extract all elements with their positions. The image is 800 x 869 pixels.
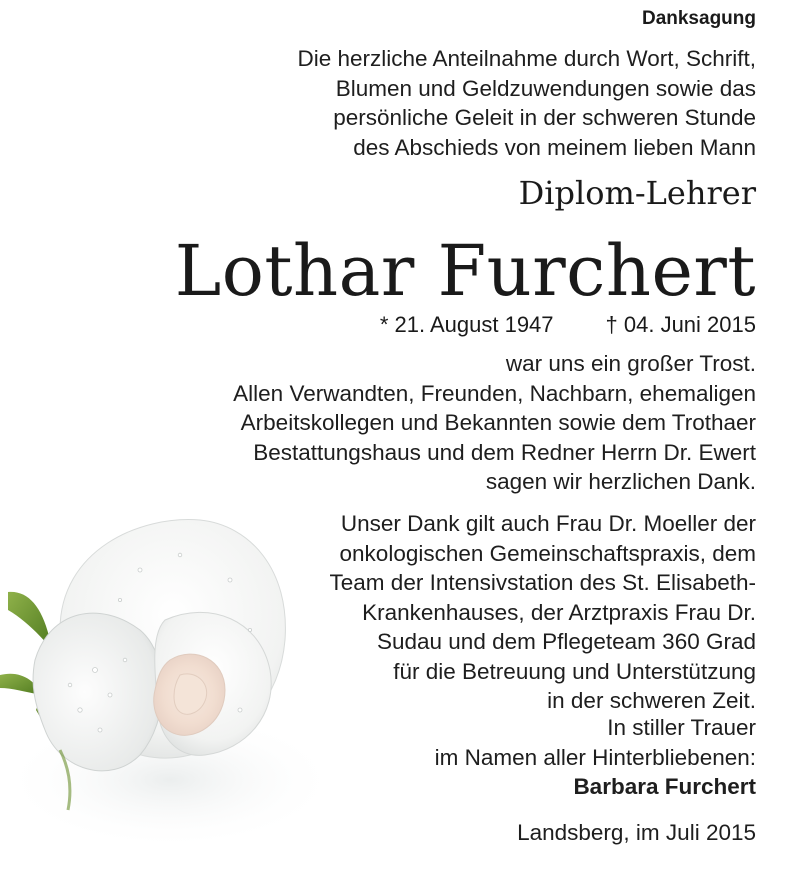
intro-line: Die herzliche Anteilnahme durch Wort, Schrift,: [297, 46, 756, 71]
thanks-line: Allen Verwandten, Freunden, Nachbarn, ehemaligen: [233, 380, 756, 406]
thanks-line: onkologischen Gemeinschaftspraxis, dem: [339, 540, 756, 566]
thanks-line: für die Betreuung und Unterstützung: [393, 658, 756, 684]
life-dates: [380, 312, 756, 338]
deceased-name: Lothar Furchert: [174, 230, 756, 312]
intro-line: des Abschieds von meinem lieben Mann: [353, 134, 756, 160]
mourning-line: im Namen aller Hinterbliebenen:: [434, 744, 756, 770]
death-date: † 04. Juni 2015: [605, 312, 756, 337]
place-date: Landsberg, im Juli 2015: [517, 820, 756, 845]
intro-line: Blumen und Geldzuwendungen sowie das: [335, 75, 756, 101]
thanks-line: Sudau und dem Pflegeteam 360 Grad: [376, 629, 756, 654]
thanks-line: sagen wir herzlichen Dank.: [485, 469, 756, 494]
thanks-line: in der schweren Zeit.: [547, 688, 756, 713]
thanks-line: war uns ein großer Trost.: [505, 351, 756, 376]
thanks-paragraph-2: [330, 509, 756, 716]
thanks-line: Arbeitskollegen und Bekannten sowie dem Trothaer: [240, 410, 756, 435]
thanks-line: Unser Dank gilt auch Frau Dr. Moeller der: [340, 511, 756, 536]
intro-line: persönliche Geleit in der schweren Stunde: [333, 105, 756, 130]
birth-date: * 21. August 1947: [379, 312, 554, 337]
thanks-paragraph-1: [233, 349, 756, 497]
thanks-line: Team der Intensivstation des St. Elisabeth-: [329, 570, 756, 595]
thanks-line: Krankenhauses, der Arztpraxis Frau Dr.: [362, 599, 756, 625]
notice-title: Danksagung: [641, 8, 756, 29]
mourning-line: In stiller Trauer: [607, 715, 756, 740]
profession: Diplom-Lehrer: [518, 174, 756, 212]
intro-paragraph: [156, 44, 756, 162]
signature: Barbara Furchert: [573, 774, 756, 799]
mourning-block: [435, 713, 756, 802]
thanks-line: Bestattungshaus und dem Redner Herrn Dr. Ewert: [253, 439, 756, 465]
white-rose-icon: [0, 510, 320, 850]
